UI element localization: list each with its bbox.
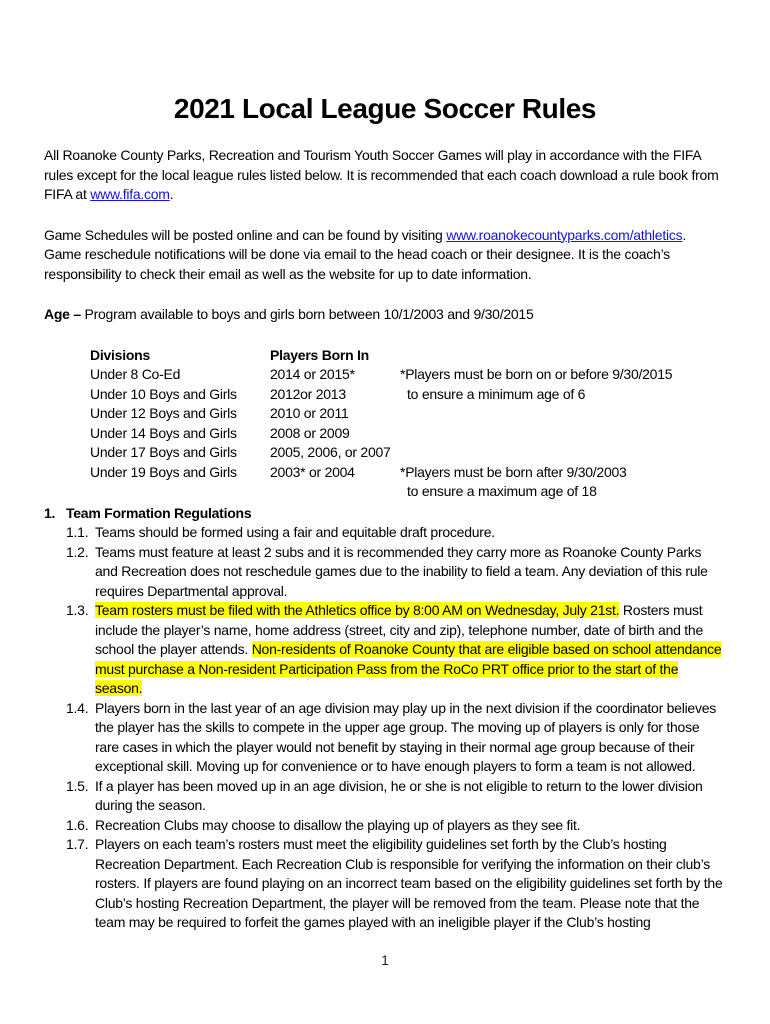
rule-text: If a player has been moved up in an age division, he or she is not eligible to return to the lower division during the season. (95, 777, 703, 813)
rule-number: 1.4. (66, 699, 89, 716)
section-1-heading (44, 504, 726, 524)
rule-text (95, 601, 726, 699)
rule-text: Teams should be formed using a fair and equitable draft procedure. (95, 524, 495, 540)
division-cell: Under 8 Co-Ed (90, 366, 181, 382)
page-title: 2021 Local League Soccer Rules (173, 93, 597, 124)
rule-item-1-2 (66, 543, 726, 602)
rule-item-1-7 (66, 835, 726, 933)
born-cell: 2003* or 2004 (270, 463, 355, 480)
roster-details-text: Rosters must include the player’s name, home address (street, city and zip), telephone number, date of birth and the school the player attends. (95, 602, 703, 657)
rule-number: 1.7. (66, 836, 89, 852)
intro-text-before: All Roanoke County Parks, Recreation and Tourism Youth Soccer Games will play in accordance with the FIFA rules except for the local league rules listed below. It is recommended that each coach download a rule book from FIFA at (44, 147, 719, 202)
rule-item-1-5 (66, 777, 726, 816)
note-cell: to ensure a minimum age of 6 (407, 385, 586, 402)
rule-item-1-1 (66, 523, 726, 543)
division-cell: Under 12 Boys and Girls (90, 405, 237, 421)
rule-text: Players on each team’s rosters must meet the eligibility guidelines set forth by the Club’s hosting Recreation Department. Each Recreation Club is responsible for verifying the information on their club’s rosters. If players are found playing on an incorrect team based on the eligibility guidelines set forth by the Club’s hosting Recreation Department, the player will be removed from the team. Please note that the team may be required to forfeit the games played with an ineligible player if the Club’s hosting (95, 836, 723, 930)
rule-text: Recreation Clubs may choose to disallow the playing up of players as they see fit. (95, 816, 581, 833)
rule-number: 1.1. (66, 524, 89, 540)
rule-item-1-4 (66, 699, 726, 777)
born-cell: 2010 or 2011 (270, 405, 349, 421)
note-cell: *Players must be born after 9/30/2003 (400, 463, 627, 480)
table-row (90, 482, 726, 502)
division-cell: Under 17 Boys and Girls (90, 444, 237, 460)
rule-item-1-3 (66, 601, 726, 699)
division-cell: Under 10 Boys and Girls (90, 385, 237, 402)
schedules-paragraph (44, 226, 726, 285)
note-cell: to ensure a maximum age of 18 (407, 483, 597, 499)
intro-paragraph (44, 146, 726, 205)
born-cell: 2012or 2013 (270, 385, 346, 402)
table-row (90, 385, 726, 405)
division-cell (90, 482, 270, 502)
rule-item-1-6 (66, 816, 726, 836)
section-1-title: Team Formation Regulations (66, 504, 252, 521)
highlighted-nonresident-text: Non-residents of Roanoke County that are eligible based on school attendance must purchase a Non-resident Participation Pass from the RoCo PRT office prior to the start of the season. (95, 641, 722, 696)
table-row (90, 424, 726, 444)
note-cell (400, 424, 726, 444)
rule-number: 1.3. (66, 602, 89, 618)
table-row (90, 404, 726, 424)
note-cell (400, 404, 726, 424)
rule-text: Players born in the last year of an age division may play up in the next division if the coordinator believes the player has the skills to compete in the upper age group. The moving up of players is only for those rare cases in which the player would not benefit by staying in their normal age group because of their exceptional skill. Moving up for convenience or to have enough players to form a team is not allowed. (95, 699, 717, 774)
age-text: Program available to boys and girls born between 10/1/2003 and 9/30/2015 (80, 306, 534, 322)
rule-number: 1.2. (66, 543, 89, 560)
rule-number: 1.6. (66, 816, 89, 833)
section-1-number: 1. (44, 504, 56, 521)
age-line (44, 305, 726, 325)
born-cell: 2008 or 2009 (270, 424, 350, 441)
note-cell (400, 443, 726, 463)
division-cell: Under 14 Boys and Girls (90, 424, 237, 441)
rule-number: 1.5. (66, 777, 89, 794)
schedules-text-after: . Game reschedule notifications will be done via email to the head coach or their designee. It is the coach’s responsibility to check their email as well as the website for up to date information. (44, 226, 686, 282)
table-row (90, 443, 726, 463)
divisions-column-header: Divisions (90, 346, 150, 363)
notes-column-header (400, 346, 726, 366)
table-row (90, 365, 726, 385)
age-label: Age – (44, 306, 81, 322)
born-cell: 2005, 2006, or 2007 (270, 444, 391, 460)
table-row (90, 463, 726, 483)
born-cell: 2014 or 2015* (270, 366, 355, 382)
division-cell: Under 19 Boys and Girls (90, 463, 237, 480)
intro-text-after: . (169, 186, 174, 202)
highlighted-deadline-text: Team rosters must be filed with the Athletics office by 8:00 AM on Wednesday, July 21st. (95, 602, 620, 618)
page-number: 1 (381, 953, 389, 968)
section-1-items (66, 523, 726, 933)
roanoke-county-parks-link[interactable]: www.roanokecountyparks.com/athletics (446, 226, 683, 243)
divisions-table-header-row (90, 346, 726, 366)
rule-text: Teams must feature at least 2 subs and it is recommended they carry more as Roanoke County Parks and Recreation does not reschedule games due to the inability to field a team. Any deviation of this rule requires Departmental approval. (95, 543, 708, 599)
born-cell (270, 482, 400, 502)
divisions-table (90, 346, 726, 502)
players-born-in-column-header: Players Born In (270, 346, 369, 363)
note-cell: *Players must be born on or before 9/30/2015 (400, 366, 673, 382)
fifa-link[interactable]: www.fifa.com (90, 186, 170, 202)
schedules-text-before: Game Schedules will be posted online and can be found by visiting (44, 226, 447, 243)
